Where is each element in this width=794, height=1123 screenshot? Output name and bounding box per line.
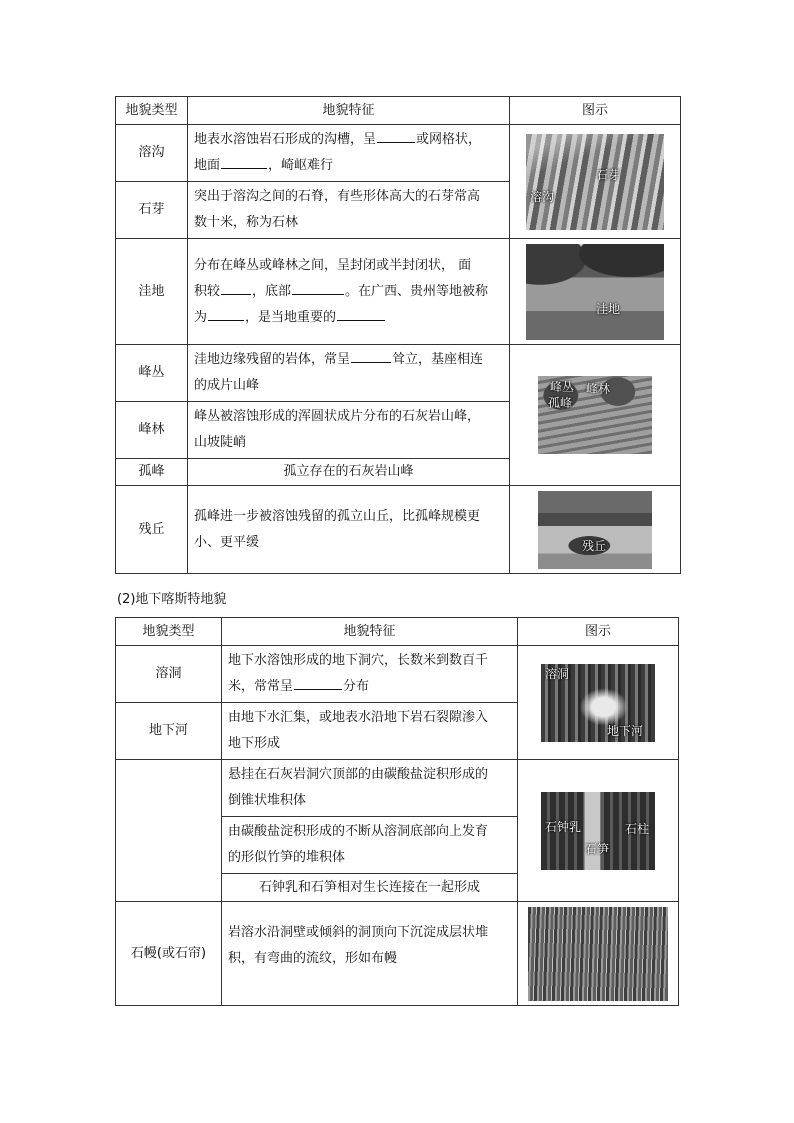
karst-cave-photo: [541, 664, 655, 742]
stalactite-photo: [541, 792, 655, 870]
fill-blank: [292, 280, 344, 295]
photo-label-fengcong: 峰丛: [550, 380, 575, 394]
fill-blank: [337, 306, 385, 321]
row-type-gufeng: 孤峰: [116, 459, 188, 486]
header-illustration: 图示: [518, 618, 679, 646]
row-type-shiya: 石芽: [116, 182, 188, 239]
fill-blank: [221, 154, 267, 169]
row-feature-gufeng: 孤立存在的石灰岩山峰: [188, 459, 510, 486]
row-feature-wadi: [188, 239, 510, 345]
fill-blank: [294, 675, 342, 690]
row-type-canqiu: 残丘: [116, 486, 188, 574]
text-segment: 的形似竹笋的堆积体: [228, 850, 346, 865]
text-segment: 的成片山峰: [194, 378, 260, 393]
photo-label-zhongru: 石钟乳: [545, 819, 582, 834]
image-cell-rongdong-dixiahe: [518, 646, 679, 760]
photo-label-shiya: 石芽: [596, 167, 621, 182]
text-segment: 悬挂在石灰岩洞穴顶部的由碳酸盐淀积形成的: [228, 767, 489, 782]
text-segment: 耸立，基座相连: [392, 352, 484, 367]
table-row: [116, 486, 681, 574]
residual-hill-photo: [538, 491, 652, 569]
text-segment: ，是当地重要的: [245, 309, 337, 325]
fill-blank: [351, 348, 391, 363]
text-segment: 分布: [343, 679, 370, 694]
row-feature-fenglin: [188, 402, 510, 459]
surface-karst-table: [115, 96, 681, 574]
peak-cluster-photo: [538, 376, 652, 454]
photo-label-gufeng: 孤峰: [548, 396, 573, 410]
photo-label-rongou: 溶沟: [530, 189, 555, 204]
photo-label-canqiu: 残丘: [582, 538, 607, 553]
text-segment: 。在广西、贵州等地被称: [345, 283, 489, 299]
text-segment: 地表水溶蚀岩石形成的沟槽，呈: [194, 132, 377, 147]
image-cell-wadi: [510, 239, 681, 345]
table-row: [116, 902, 679, 1006]
table-row: [116, 646, 679, 703]
photo-label-shisun: 石笋: [585, 841, 610, 856]
table-row: [116, 239, 681, 345]
text-segment: 积较: [194, 283, 221, 299]
text-segment: ，底部: [252, 283, 292, 299]
header-landform-type: 地貌类型: [116, 97, 188, 125]
image-cell-rongou-shiya: [510, 125, 681, 239]
row-type-shiman: 石幔(或石帘): [116, 902, 222, 1006]
text-segment: 积，有弯曲的流纹，形如布幔: [228, 951, 398, 966]
text-segment: 地下水溶蚀形成的地下洞穴，长数米到数百千: [228, 653, 489, 668]
text-segment: 山坡陡峭: [194, 435, 247, 450]
section-caption: (2)地下喀斯特地貌: [117, 592, 227, 607]
text-segment: 数十米，称为石林: [194, 215, 299, 230]
text-segment: 地下形成: [228, 736, 281, 751]
photo-label-shizhu: 石柱: [625, 821, 650, 836]
image-cell-feng: [510, 345, 681, 486]
header-landform-type: 地貌类型: [116, 618, 222, 646]
table-row: [116, 125, 681, 182]
text-segment: 小、更平缓: [194, 534, 260, 550]
row-feature-rongou: [188, 125, 510, 182]
text-segment: 或网格状，: [416, 132, 482, 147]
header-illustration: 图示: [510, 97, 681, 125]
row-feature-shiya: [188, 182, 510, 239]
image-cell-canqiu: [510, 486, 681, 574]
table-row: [116, 760, 679, 817]
photo-label-dixiahe: 地下河: [607, 723, 644, 738]
row-type-fenglin: 峰林: [116, 402, 188, 459]
photo-label-rongdong: 溶洞: [545, 666, 570, 681]
row-feature-dixiahe: [222, 703, 518, 760]
row-type-rongou: 溶沟: [116, 125, 188, 182]
depression-photo: [526, 244, 664, 340]
row-feature-shisun: [222, 817, 518, 874]
photo-label-wadi: 洼地: [596, 301, 621, 316]
text-segment: 峰丛被溶蚀形成的浑圆状成片分布的石灰岩山峰，: [194, 409, 481, 424]
row-feature-shiman: [222, 902, 518, 1006]
underground-karst-table: [115, 617, 679, 1006]
photo-label-fenglin: 峰林: [586, 382, 611, 396]
image-cell-shiman: [518, 902, 679, 1006]
fill-blank: [208, 306, 244, 321]
row-type-fengcong: 峰丛: [116, 345, 188, 402]
flowstone-curtain-photo: [528, 907, 668, 1001]
row-feature-zhongru: [222, 760, 518, 817]
fill-blank: [221, 280, 251, 295]
text-segment: 由地下水汇集，或地表水沿地下岩石裂隙渗入: [228, 710, 489, 725]
row-type-wadi: 洼地: [116, 239, 188, 345]
row-type-rongdong: 溶洞: [116, 646, 222, 703]
header-landform-feature: 地貌特征: [222, 618, 518, 646]
text-segment: 孤峰进一步被溶蚀残留的孤立山丘，比孤峰规模更: [194, 508, 481, 524]
text-segment: 由碳酸盐淀积形成的不断从溶洞底部向上发育: [228, 824, 489, 839]
row-type-dixiahe: 地下河: [116, 703, 222, 760]
text-segment: 倒锥状堆积体: [228, 793, 307, 808]
karst-trench-photo: [526, 134, 664, 230]
row-feature-shizhu: 石钟乳和石笋相对生长连接在一起形成: [222, 874, 518, 902]
text-segment: 地面: [194, 158, 221, 173]
text-segment: 米，常常呈: [228, 679, 294, 694]
text-segment: 洼地边缘残留的岩体，常呈: [194, 352, 351, 367]
row-feature-rongdong: [222, 646, 518, 703]
header-landform-feature: 地貌特征: [188, 97, 510, 125]
text-segment: 为: [194, 309, 208, 325]
fill-blank: [377, 128, 415, 143]
text-segment: 突出于溶沟之间的石脊，有些形体高大的石芽常高: [194, 189, 481, 204]
text-segment: ，崎岖难行: [268, 158, 334, 173]
image-cell-zhongru: [518, 760, 679, 902]
table-row: [116, 345, 681, 402]
row-feature-fengcong: [188, 345, 510, 402]
row-type-blank: [116, 760, 222, 902]
row-feature-canqiu: [188, 486, 510, 574]
text-segment: 分布在峰丛或峰林之间，呈封闭或半封闭状， 面: [194, 257, 472, 273]
text-segment: 岩溶水沿洞壁或倾斜的洞顶向下沉淀成层状堆: [228, 925, 489, 940]
